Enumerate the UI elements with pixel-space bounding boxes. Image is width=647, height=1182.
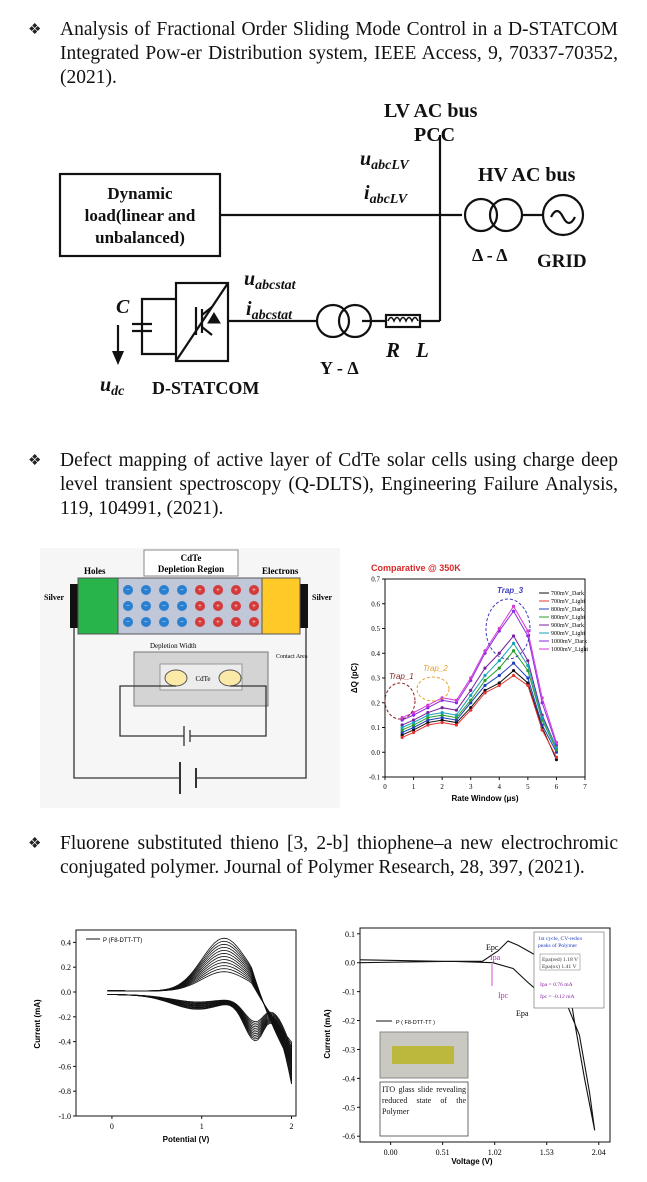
x-tick-label: 1 <box>199 1122 204 1131</box>
i-lv-label: i <box>364 182 370 204</box>
charge-sign: − <box>144 618 148 626</box>
u-stat-subscript: abcstat <box>255 278 296 293</box>
trap-3-label: Trap_3 <box>497 586 524 595</box>
x-tick-label: 1.53 <box>539 1148 554 1157</box>
x-tick-label: 2 <box>289 1122 294 1131</box>
charge-sign: − <box>126 586 130 594</box>
data-point <box>469 699 472 702</box>
data-point <box>426 723 429 726</box>
holes-label: Holes <box>84 566 106 576</box>
data-point <box>541 723 544 726</box>
charge-sign: + <box>252 586 256 594</box>
data-point <box>498 627 501 630</box>
data-point <box>401 736 404 739</box>
info-line-6: Ipc = -0.12 mA <box>540 994 575 1000</box>
data-point <box>526 664 529 667</box>
udc-subscript: dc <box>111 384 125 399</box>
u-lv-subscript: abcLV <box>371 158 409 173</box>
u-lv-label: u <box>360 148 372 170</box>
y-tick-label: 0.3 <box>371 674 380 683</box>
ipc-label: Ipc <box>498 991 509 1000</box>
data-point <box>455 723 458 726</box>
x-tick-label: 6 <box>554 783 559 791</box>
cv-xlabel: Potential (V) <box>162 1135 210 1144</box>
data-point <box>555 756 558 759</box>
data-point <box>541 728 544 731</box>
y-tick-label: -0.2 <box>342 1016 355 1026</box>
data-point <box>526 629 529 632</box>
charge-sign: + <box>198 618 202 626</box>
data-point <box>512 634 515 637</box>
y-tick-label: -1.0 <box>58 1112 71 1121</box>
data-point <box>412 731 415 734</box>
i-stat-subscript: abcstat <box>251 308 293 323</box>
publication-2-citation: Defect mapping of active layer of CdTe solar cells using charge deep level transient spectroscopy (Q-DLTS), Engineering Failure Analysis, 119, 104991, (2021). <box>60 450 618 519</box>
voltammogram-chart <box>318 924 618 1168</box>
cdte-diagram <box>40 548 340 808</box>
electrons-label: Electrons <box>262 566 299 576</box>
svg-text:iabcLV <box>364 182 409 207</box>
x-tick-label: 4 <box>497 783 502 791</box>
data-point <box>512 669 515 672</box>
data-point <box>441 706 444 709</box>
qdlts-title: Comparative @ 350K <box>371 563 461 573</box>
contact-area-label: Contact Area <box>276 654 308 660</box>
data-point <box>441 711 444 714</box>
udc-label: u <box>100 374 112 396</box>
y-tick-label: 0.4 <box>371 649 380 658</box>
data-point <box>498 659 501 662</box>
legend-entry: 700mV_Light <box>551 599 585 605</box>
data-point <box>512 642 515 645</box>
diamond-bullet-icon: ❖ <box>28 453 42 469</box>
y-tick-label: 0.0 <box>371 748 380 757</box>
legend-entry: 1000mV_Light <box>551 647 588 653</box>
charge-sign: − <box>126 602 130 610</box>
charge-sign: − <box>162 586 166 594</box>
dstatcom-label: D-STATCOM <box>152 378 260 398</box>
charge-sign: − <box>144 602 148 610</box>
y-tick-label: -0.4 <box>342 1074 355 1084</box>
charge-sign: + <box>252 602 256 610</box>
charge-sign: + <box>216 586 220 594</box>
charge-sign: + <box>234 618 238 626</box>
legend-entry: 800mV_Dark <box>551 607 584 613</box>
qdlts-chart <box>345 555 597 803</box>
hv-bus-label: HV AC bus <box>478 164 576 186</box>
publication-3 <box>28 832 618 880</box>
y-tick-label: -0.6 <box>342 1132 355 1142</box>
x-tick-label: 7 <box>583 783 587 791</box>
x-tick-label: 0 <box>109 1122 114 1131</box>
charge-sign: + <box>234 602 238 610</box>
publication-1 <box>28 18 618 90</box>
svg-text:uabcLV <box>360 148 410 173</box>
charge-sign: − <box>180 586 184 594</box>
info-line-5: Ipa = 0.76 mA <box>540 982 573 988</box>
diamond-bullet-icon: ❖ <box>28 836 42 852</box>
publication-1-citation: Analysis of Fractional Order Sliding Mode Control in a D-STATCOM Integrated Pow-er Distribution system, IEEE Access, 9, 70337-70352, (2021). <box>60 19 618 88</box>
info-line-4: Epa(ox) 1.41 V <box>542 964 577 970</box>
y-tick-label: 0.1 <box>371 724 380 732</box>
data-point <box>426 704 429 707</box>
qdlts-ylabel: ΔQ (pC) <box>350 662 359 694</box>
depletion-region-label-1: CdTe <box>180 553 202 563</box>
data-point <box>498 652 501 655</box>
charge-sign: − <box>144 586 148 594</box>
y-tick-label: 0.0 <box>61 988 71 997</box>
data-point <box>469 694 472 697</box>
x-tick-label: 2.04 <box>591 1148 606 1157</box>
y-tick-label: -0.1 <box>342 987 355 997</box>
silver-right-label: Silver <box>312 593 332 602</box>
svg-text:iabcstat <box>246 298 293 323</box>
data-point <box>483 691 486 694</box>
y-tick-label: -0.1 <box>368 773 380 782</box>
l-label: L <box>416 338 429 362</box>
y-tick-label: 0.2 <box>371 699 380 708</box>
y-tick-label: -0.3 <box>342 1045 355 1055</box>
depletion-region-label-2: Depletion Region <box>157 564 225 574</box>
charge-sign: − <box>180 602 184 610</box>
data-point <box>512 649 515 652</box>
charge-sign: − <box>180 618 184 626</box>
charge-sign: − <box>162 602 166 610</box>
charge-sign: + <box>198 602 202 610</box>
y-tick-label: -0.2 <box>58 1012 71 1022</box>
cv-chart <box>28 920 310 1160</box>
info-line-2: peaks of Polymer <box>538 943 578 949</box>
publication-3-citation: Fluorene substituted thieno [3, 2-b] thiophene–a new electrochromic conjugated polymer. Journal of Polymer Research, 28, 397, (2021). <box>60 833 618 878</box>
capacitor-label: C <box>116 296 130 318</box>
data-point <box>512 674 515 677</box>
svg-text:uabcstat <box>244 268 297 293</box>
y-tick-label: 0.2 <box>61 963 71 973</box>
charge-sign: + <box>198 586 202 594</box>
data-point <box>426 714 429 717</box>
data-point <box>469 709 472 712</box>
y-tick-label: -0.6 <box>58 1062 71 1072</box>
charge-sign: − <box>126 618 130 626</box>
data-point <box>455 699 458 702</box>
voltammogram-xlabel: Voltage (V) <box>451 1157 493 1166</box>
publication-2 <box>28 449 618 521</box>
grid-label: GRID <box>537 251 587 272</box>
x-tick-label: 3 <box>468 783 473 791</box>
diamond-bullet-icon: ❖ <box>28 22 42 38</box>
data-point <box>469 689 472 692</box>
data-point <box>455 709 458 712</box>
x-tick-label: 2 <box>440 783 444 791</box>
i-stat-label: i <box>246 298 252 320</box>
load-label-1: Dynamic <box>107 184 173 203</box>
data-point <box>555 741 558 744</box>
data-point <box>526 676 529 679</box>
data-point <box>483 649 486 652</box>
x-tick-label: 0.00 <box>383 1148 398 1157</box>
x-tick-label: 1 <box>411 783 416 791</box>
x-tick-label: 0 <box>383 783 387 791</box>
hv-transformer-label: Δ - Δ <box>472 245 508 265</box>
pcc-label: PCC <box>414 124 456 146</box>
data-point <box>441 721 444 724</box>
y-tick-label: 0.0 <box>345 958 355 968</box>
data-point <box>526 684 529 687</box>
voltammogram-ylabel: Current (mA) <box>323 1009 332 1059</box>
data-point <box>512 610 515 613</box>
svg-text:udc <box>100 374 125 399</box>
epa-label: Epa <box>516 1009 529 1018</box>
y-tick-label: 0.7 <box>371 575 380 584</box>
data-point <box>483 679 486 682</box>
data-point <box>498 674 501 677</box>
data-point <box>512 662 515 665</box>
x-tick-label: 0.51 <box>435 1148 450 1157</box>
load-label-2: load(linear and <box>84 206 196 225</box>
i-lv-subscript: abcLV <box>369 192 408 207</box>
trap-1-label: Trap_1 <box>389 672 414 681</box>
data-point <box>498 684 501 687</box>
y-tick-label: -0.8 <box>58 1087 71 1097</box>
depletion-width-label: Depletion Width <box>150 642 197 650</box>
legend-entry: 800mV_Light <box>551 615 585 621</box>
charge-sign: − <box>162 618 166 626</box>
ipa-label: Ipa <box>490 953 501 962</box>
y-tick-label: 0.4 <box>61 938 71 948</box>
load-label-3: unbalanced) <box>95 228 185 247</box>
charge-sign: + <box>216 602 220 610</box>
qdlts-xlabel: Rate Window (μs) <box>451 794 519 803</box>
data-point <box>401 726 404 729</box>
y-tick-label: 0.6 <box>371 600 380 609</box>
info-line-1: 1st cycle, CV-redox <box>538 936 583 942</box>
legend-entry: 1000mV_Dark <box>551 639 587 645</box>
data-point <box>455 714 458 717</box>
cv-legend-entry: P (F8-DTT-TT) <box>103 938 143 944</box>
data-point <box>512 605 515 608</box>
data-point <box>541 696 544 699</box>
data-point <box>483 667 486 670</box>
y-tick-label: -0.4 <box>58 1037 71 1047</box>
y-tick-label: -0.5 <box>342 1103 355 1113</box>
data-point <box>541 716 544 719</box>
stat-transformer-label: Y - Δ <box>320 358 359 378</box>
charge-sign: + <box>216 618 220 626</box>
x-tick-label: 5 <box>526 783 530 791</box>
info-line-3: Epa(red) 1.18 V <box>542 957 579 963</box>
legend-entry: 900mV_Light <box>551 631 585 637</box>
x-tick-label: 1.02 <box>487 1148 502 1157</box>
data-point <box>483 684 486 687</box>
data-point <box>469 676 472 679</box>
cdte-sample-label: CdTe <box>195 675 211 683</box>
silver-left-label: Silver <box>44 593 64 602</box>
data-point <box>526 659 529 662</box>
legend-entry: 700mV_Dark <box>551 591 584 597</box>
data-point <box>498 667 501 670</box>
y-tick-label: 0.1 <box>345 929 355 939</box>
u-stat-label: u <box>244 268 256 290</box>
trap-2-label: Trap_2 <box>423 664 448 673</box>
data-point <box>412 721 415 724</box>
voltammogram-legend: P ( F8-DTT-TT ) <box>396 1020 435 1026</box>
data-point <box>483 674 486 677</box>
inset-caption: ITO glass slide revealing reduced state of the Polymer <box>382 1085 466 1116</box>
legend-entry: 900mV_Dark <box>551 623 584 629</box>
y-tick-label: 0.5 <box>371 625 380 633</box>
epc-label: Epc <box>486 943 499 952</box>
lv-bus-label: LV AC bus <box>384 100 478 122</box>
r-label: R <box>386 338 401 362</box>
charge-sign: + <box>252 618 256 626</box>
charge-sign: + <box>234 586 238 594</box>
dstatcom-diagram <box>0 95 647 415</box>
cv-ylabel: Current (mA) <box>33 999 42 1049</box>
